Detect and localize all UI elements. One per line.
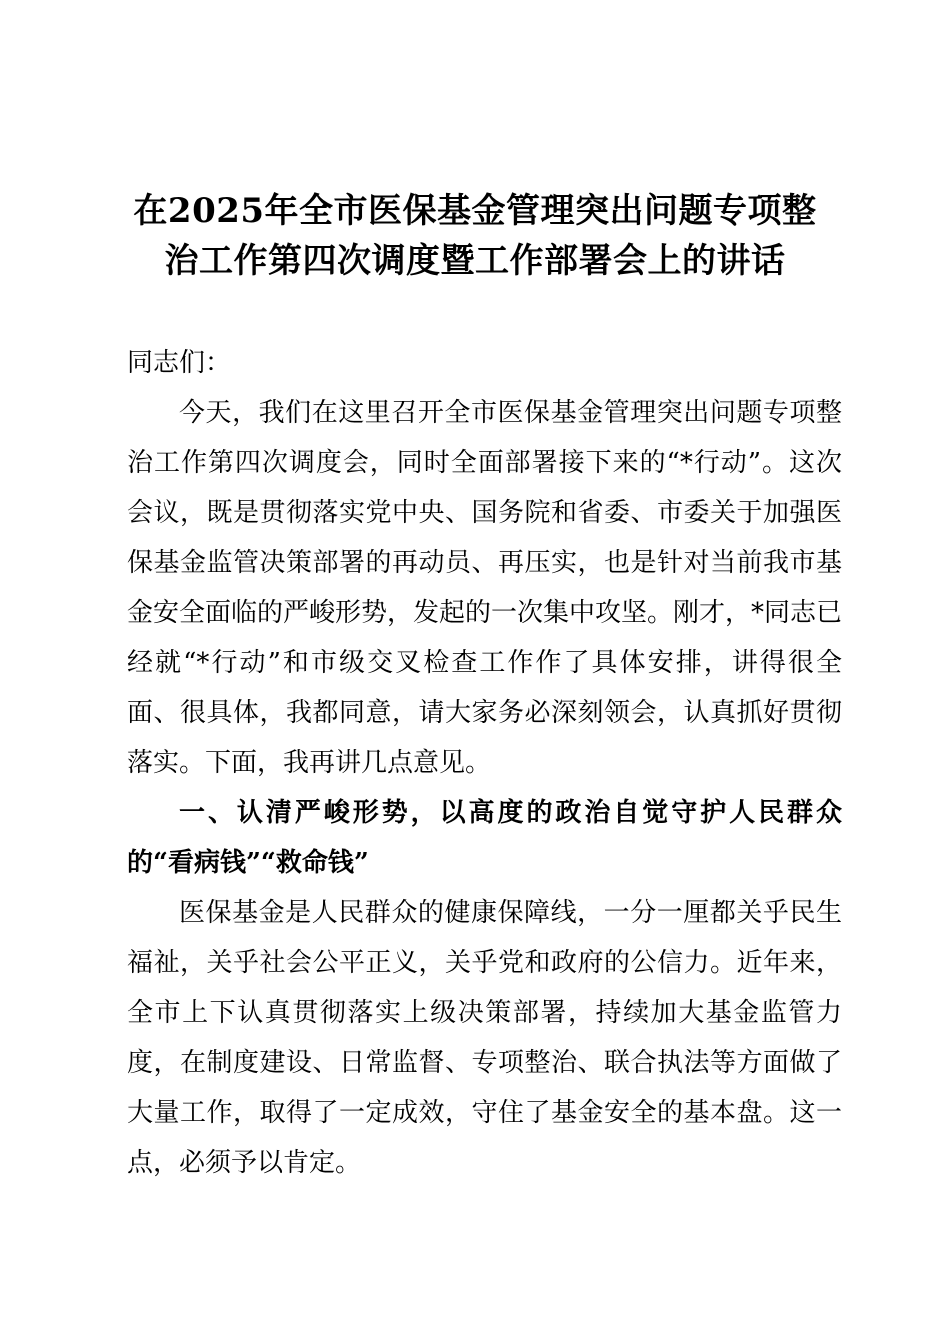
title-line-2: 治工作第四次调度暨工作部署会上的讲话: [164, 241, 786, 281]
document-title: [100, 186, 850, 286]
opening-paragraph: 今天，我们在这里召开全市医保基金管理突出问题专项整治工作第四次调度会，同时全面部署接下来的“*行动”。这次会议，既是贯彻落实党中央、国务院和省委、市委关于加强医保基金监管决策部署的再动员、再压实，也是针对当前我市基金安全面临的严峻形势，发起的一次集中攻坚。刚才，*同志已经就“*行动”和市级交叉检查工作作了具体安排，讲得很全面、很具体，我都同意，请大家务必深刻领会，认真抓好贯彻落实。下面，我再讲几点意见。: [127, 398, 843, 778]
greeting: 同志们：: [127, 348, 232, 378]
section-paragraph: 医保基金是人民群众的健康保障线，一分一厘都关乎民生福祉，关乎社会公平正义，关乎党和政府的公信力。近年来，全市上下认真贯彻落实上级决策部署，持续加大基金监管力度，在制度建设、日常监督、专项整治、联合执法等方面做了大量工作，取得了一定成效，守住了基金安全的基本盘。这一点，必须予以肯定。: [127, 898, 842, 1178]
title-line-1: 在2025年全市医保基金管理突出问题专项整: [133, 191, 817, 231]
section-heading: 一、认清严峻形势，以高度的政治自觉守护人民群众的“看病钱”“救命钱”: [127, 798, 842, 878]
document-body: [127, 338, 842, 1188]
